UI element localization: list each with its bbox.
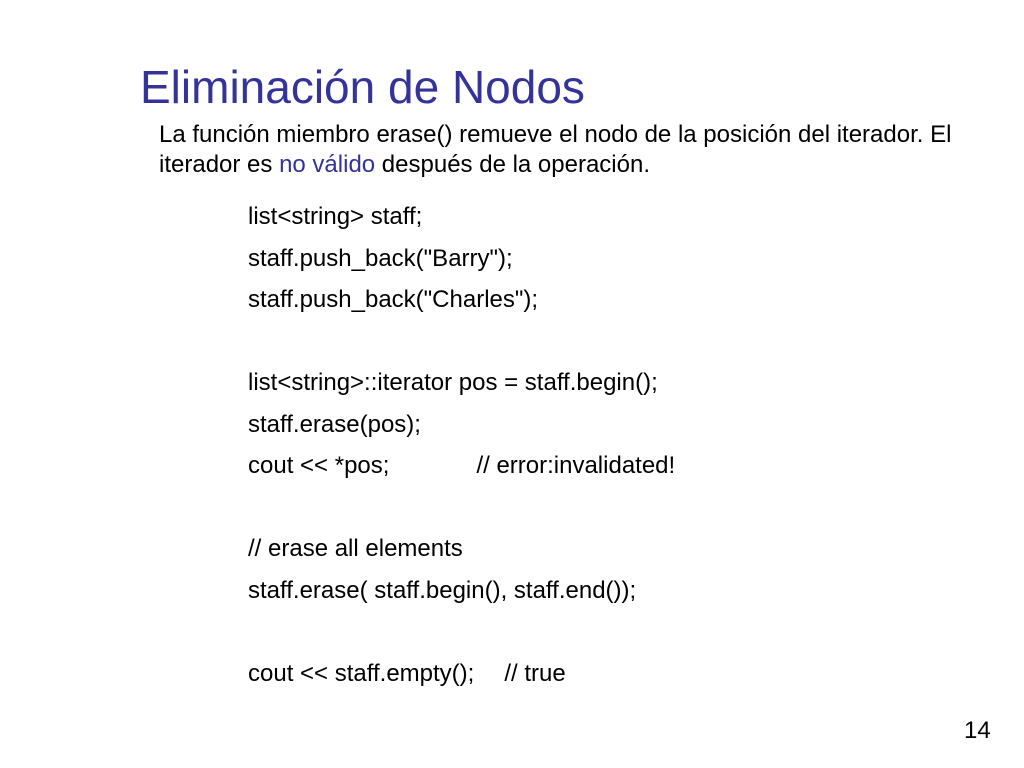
code-block [248, 196, 948, 694]
code-cout-empty: cout << staff.empty(); [248, 659, 475, 687]
code-line-cout-pos [248, 445, 948, 487]
code-line-push-charles: staff.push_back("Charles"); [248, 286, 539, 313]
code-spacer [248, 611, 948, 653]
intro-text-before: La función miembro erase() remueve el nodo de la posición del iterador. El iterador es [159, 121, 952, 178]
code-comment-invalidated: // error:invalidated! [476, 452, 676, 479]
code-line-declare-list: list<string> staff; [248, 203, 423, 230]
intro-highlight: no válido [279, 151, 376, 178]
code-line-erase-pos: staff.erase(pos); [248, 410, 421, 438]
code-comment-true: // true [504, 659, 566, 687]
page-number: 14 [964, 717, 991, 744]
intro-paragraph [159, 120, 989, 180]
code-line-push-barry: staff.push_back("Barry"); [248, 244, 513, 272]
code-cout-pos: cout << *pos; [248, 452, 390, 479]
code-spacer [248, 487, 948, 529]
code-line-comment-erase-all: // erase all elements [248, 535, 463, 562]
slide-title: Eliminación de Nodos [140, 61, 585, 113]
intro-text-after: después de la operación. [375, 151, 651, 178]
code-line-erase-range: staff.erase( staff.begin(), staff.end()); [248, 576, 637, 604]
code-line-iterator: list<string>::iterator pos = staff.begin(); [248, 369, 658, 396]
code-line-cout-empty [248, 653, 948, 695]
code-spacer [248, 321, 948, 363]
